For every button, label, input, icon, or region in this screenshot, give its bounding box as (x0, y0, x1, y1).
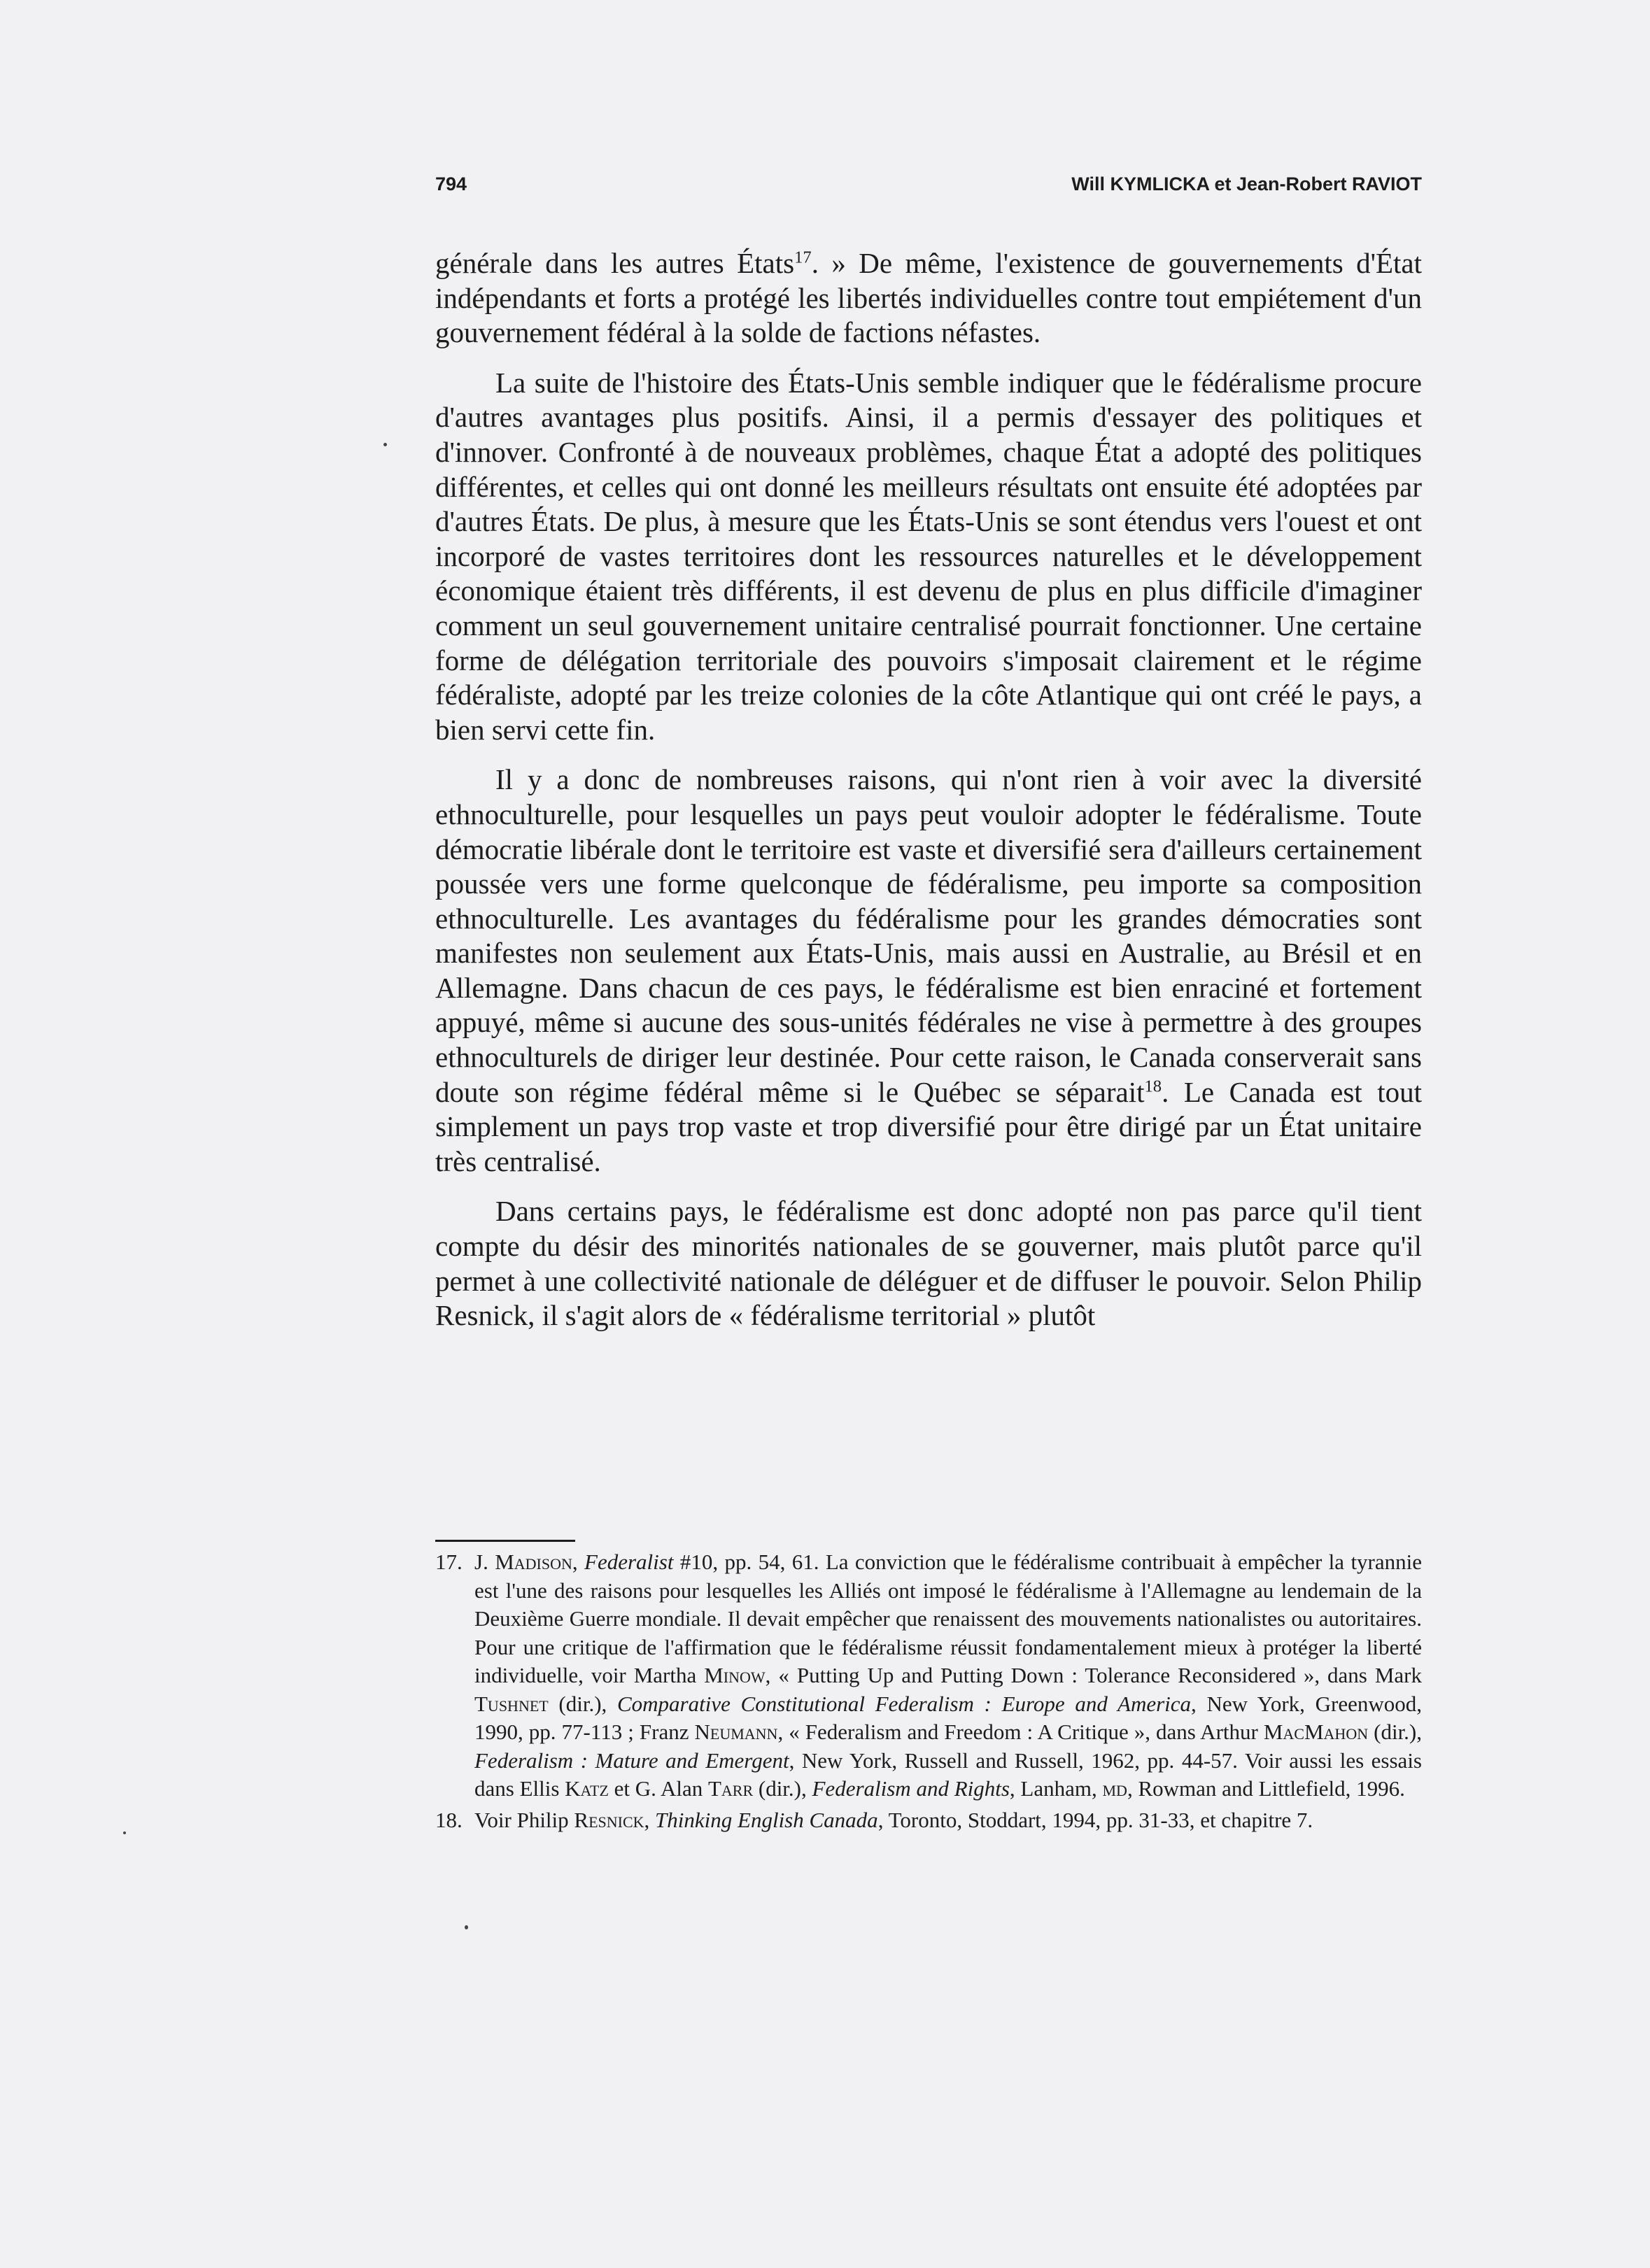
paragraph-3-text-a: Il y a donc de nombreuses raisons, qui n'ont rien à voir avec la diversité ethnoculturelle, pour lesquelles un pays peut vouloir adopter le fédéralisme. Toute démocratie libérale dont le territoire est vaste et diversifié sera d'ailleurs certainement poussée vers une forme quelconque de fédéralisme, peu importe sa composition ethnoculturelle. Les avantages du fédéralisme pour les grandes démocraties sont manifestes non seulement aux États-Unis, mais aussi en Australie, au Brésil et en Allemagne. Dans chacun de ces pays, le fédéralisme est bien enraciné et fortement appuyé, même si aucune des sous-unités fédérales ne vise à permettre à des groupes ethnoculturels de diriger leur destinée. Pour cette raison, le Canada conserverait sans doute son régime fédéral même si le Québec se séparait (435, 763, 1422, 1108)
paragraph-1 (435, 246, 1422, 350)
footnote-ref-17[interactable]: 17 (794, 248, 812, 267)
paragraph-4: Dans certains pays, le fédéralisme est donc adopté non pas parce qu'il tient compte du désir des minorités nationales de se gouverner, mais plutôt parce qu'il permet à une collectivité nationale de déléguer et de diffuser le pouvoir. Selon Philip Resnick, il s'agit alors de « fédéralisme territorial » plutôt (435, 1195, 1422, 1332)
print-speck (123, 1831, 126, 1834)
footnote-separator (435, 1540, 575, 1542)
body-text (435, 246, 1422, 1349)
footnote-ref-18[interactable]: 18 (1144, 1077, 1162, 1096)
paragraph-3 (435, 763, 1422, 1179)
footnote-number: 18. (435, 1807, 463, 1832)
page-number: 794 (435, 173, 467, 194)
footnote-18 (435, 1806, 1422, 1835)
footnote-text: Voir Philip Resnick, Thinking English Canada, Toronto, Stoddart, 1994, pp. 31-33, et chapitre 7. (474, 1807, 1313, 1832)
print-speck (465, 1925, 468, 1929)
paragraph-1-text-a: générale dans les autres États (435, 247, 795, 279)
paragraph-2: La suite de l'histoire des États-Unis semble indiquer que le fédéralisme procure d'autres avantages plus positifs. Ainsi, il a permis d'essayer des politiques et d'innover. Confronté à de nouveaux problèmes, chaque État a adopté des politiques différentes, et celles qui ont donné les meilleurs résultats ont ensuite été adoptées par d'autres États. De plus, à mesure que les États-Unis se sont étendus vers l'ouest et ont incorporé de vastes territoires dont les ressources naturelles et le développement économique étaient très différents, il est devenu de plus en plus difficile d'imaginer comment un seul gouvernement unitaire centralisé pourrait fonctionner. Une certaine forme de délégation territoriale des pouvoirs s'imposait clairement et le régime fédéraliste, adopté par les treize colonies de la côte Atlantique qui ont créé le pays, a bien servi cette fin. (435, 366, 1422, 746)
running-head: Will KYMLICKA et Jean-Robert RAVIOT (1071, 173, 1422, 194)
paragraph-1-text-b: . » De même, l'existence de gouvernements d'État indépendants et forts a protégé les libertés individuelles contre tout empiétement d'un gouvernement fédéral à la solde de factions néfastes. (435, 247, 1422, 349)
print-speck (383, 443, 387, 446)
footnote-17 (435, 1548, 1422, 1803)
footnote-number: 17. (435, 1550, 463, 1574)
footnote-text: J. Madison, Federalist #10, pp. 54, 61. La conviction que le fédéralisme contribuait à empêcher la tyrannie est l'une des raisons pour lesquelles les Alliés ont imposé le fédéralisme à l'Allemagne au lendemain de la Deuxième Guerre mondiale. Il devait empêcher que renaissent des mouvements nationalistes ou autoritaires. Pour une critique de l'affirmation que le fédéralisme réussit fondamentalement mieux à protéger la liberté individuelle, voir Martha Minow, « Putting Up and Putting Down : Tolerance Reconsidered », dans Mark Tushnet (dir.), Comparative Constitutional Federalism : Europe and America, New York, Greenwood, 1990, pp. 77-113 ; Franz Neumann, « Federalism and Freedom : A Critique », dans Arthur MacMahon (dir.), Federalism : Mature and Emergent, New York, Russell and Russell, 1962, pp. 44-57. Voir aussi les essais dans Ellis Katz et G. Alan Tarr (dir.), Federalism and Rights, Lanham, md, Rowman and Littlefield, 1996. (474, 1550, 1423, 1801)
paragraph-3-text-b: . Le Canada est tout simplement un pays trop vaste et trop diversifié pour être dirigé par un État unitaire très centralisé. (435, 1075, 1422, 1177)
footnotes (435, 1548, 1422, 1837)
